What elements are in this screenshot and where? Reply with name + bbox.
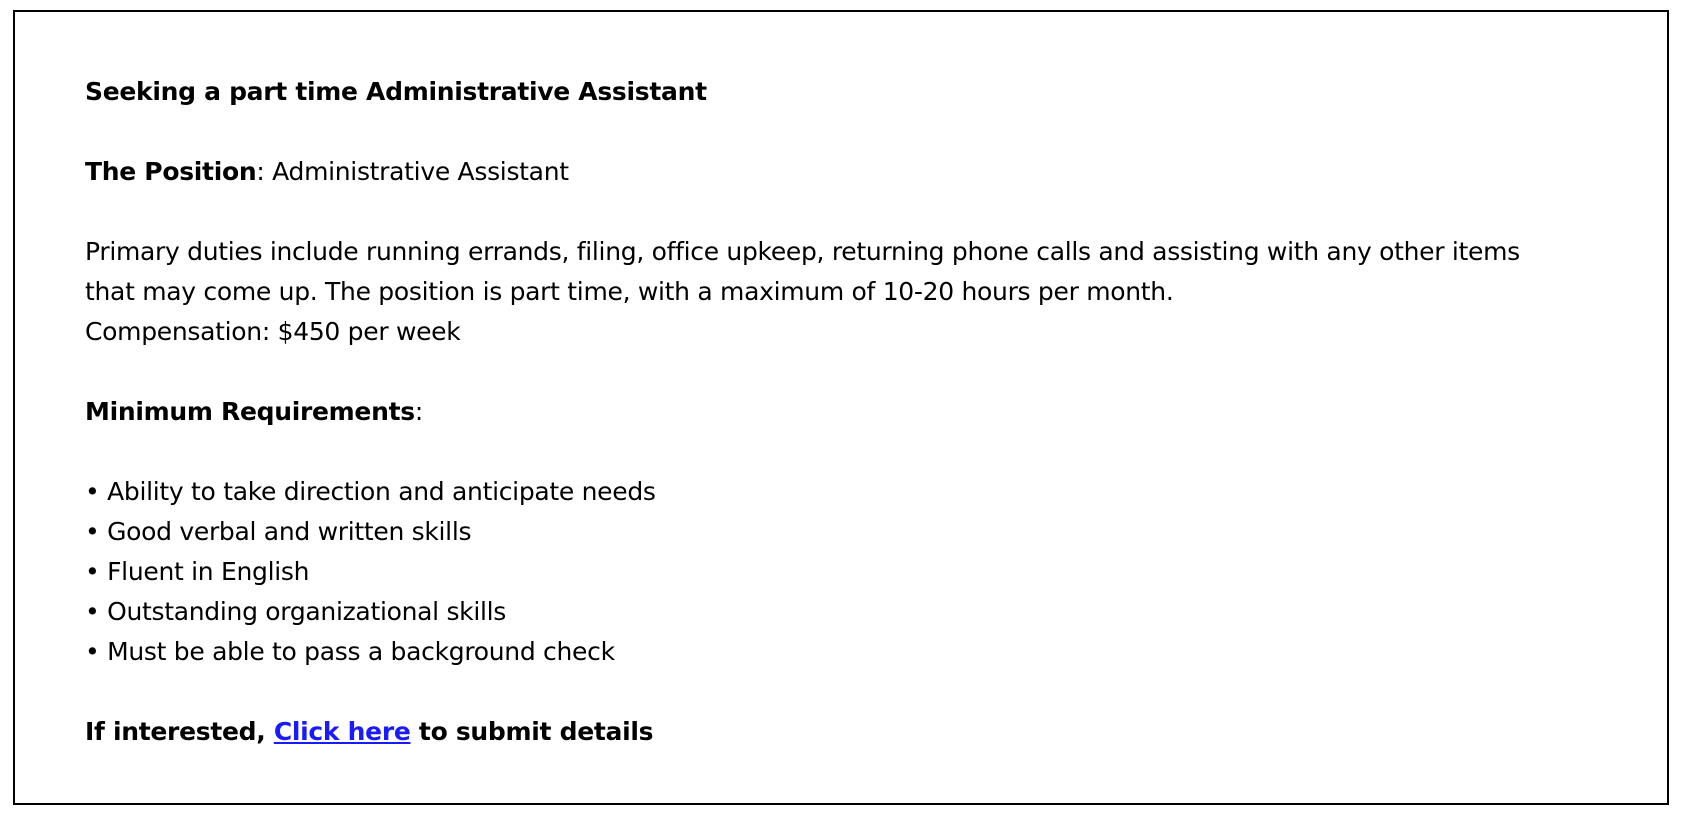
list-item: • Must be able to pass a background check: [85, 637, 615, 666]
requirements-heading: [85, 392, 1645, 432]
requirements-list: [85, 472, 1645, 672]
list-item: • Fluent in English: [85, 557, 310, 586]
spacer: [85, 432, 1645, 472]
page-title: Seeking a part time Administrative Assistant: [85, 77, 707, 106]
spacer: [85, 112, 1645, 152]
spacer: [85, 352, 1645, 392]
cta-prefix: If interested,: [85, 717, 274, 746]
list-item: • Good verbal and written skills: [85, 517, 472, 546]
spacer: [85, 672, 1645, 712]
spacer: [85, 192, 1645, 232]
position-line: [85, 152, 1645, 192]
list-item: • Ability to take direction and anticipate needs: [85, 477, 656, 506]
position-label: The Position: [85, 157, 257, 186]
compensation-text: Compensation: $450 per week: [85, 317, 461, 346]
description-line-1: Primary duties include running errands, filing, office upkeep, returning phone calls and assisting with any other items: [85, 237, 1520, 266]
click-here-link[interactable]: Click here: [273, 717, 411, 746]
document-frame: [13, 10, 1669, 805]
list-item: • Outstanding organizational skills: [85, 597, 507, 626]
cta-line: [85, 712, 1645, 752]
cta-suffix: to submit details: [410, 717, 654, 746]
requirements-label: Minimum Requirements: [85, 397, 415, 426]
description-line-2: that may come up. The position is part time, with a maximum of 10-20 hours per month.: [85, 277, 1174, 306]
position-separator: :: [256, 157, 265, 186]
document-body: [85, 72, 1645, 752]
requirements-separator: :: [414, 397, 423, 426]
position-value: Administrative Assistant: [264, 157, 569, 186]
